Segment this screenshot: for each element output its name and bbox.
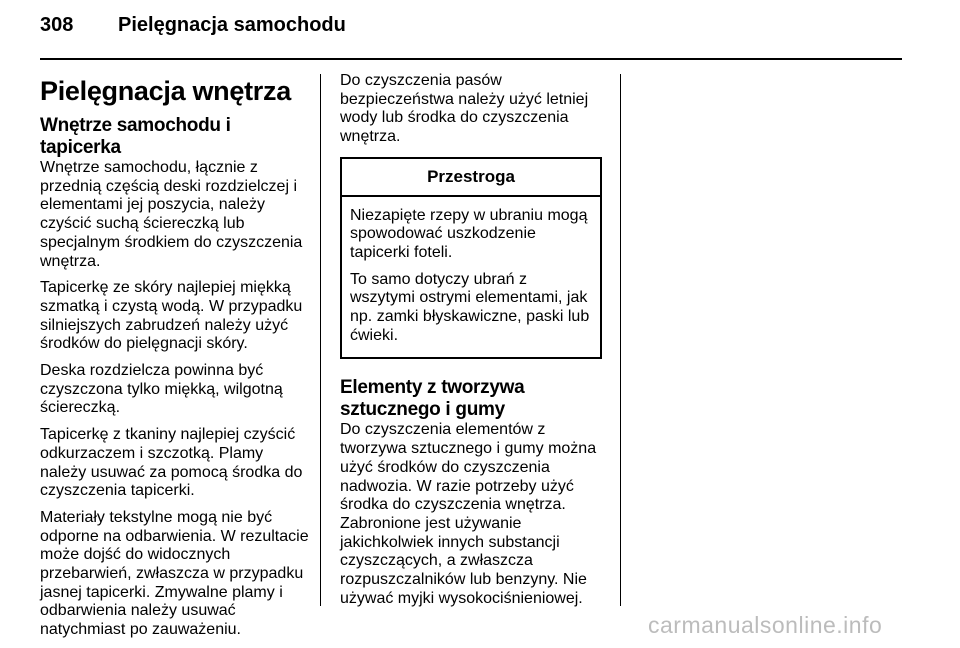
paragraph: Materiały tekstylne mogą nie być odporne na odbarwienia. W rezultacie może dojść do widocznych przebarwień, zwłaszcza w przypadku jasnej tapicerki. Zmywalne plamy i odbarwienia należy usuwać natychmiast po zauważeniu. (40, 508, 309, 639)
page-number: 308 (40, 14, 74, 36)
column-divider (620, 74, 621, 606)
column-divider (320, 74, 321, 606)
page-heading: Pielęgnacja wnętrza (40, 76, 291, 106)
interior-subheading: Wnętrze samochodu i tapicerka (40, 115, 231, 158)
paragraph: Wnętrze samochodu, łącznie z przednią częścią deski rozdzielczej i elementami jej poszycia, należy czyścić suchą ściereczką lub specjalnym środkiem do czyszczenia wnętrza. (40, 159, 303, 270)
paragraph: Tapicerkę z tkaniny najlepiej czyścić odkurzaczem i szczotką. Plamy należy usuwać za pomocą środka do czyszczenia tapicerki. (40, 426, 303, 500)
left-column (40, 72, 312, 648)
caution-paragraph: Niezapięte rzepy w ubraniu mogą spowodować uszkodzenie tapicerki foteli. (350, 206, 588, 261)
seatbelt-paragraph: Do czyszczenia pasów bezpieczeństwa należy użyć letniej wody lub środka do czyszczenia wnętrza. (340, 72, 589, 146)
watermark: carmanualsonline.info (648, 612, 883, 638)
caution-box (340, 157, 602, 360)
page-header (40, 14, 346, 44)
plastics-subheading: Elementy z tworzywa sztucznego i gumy (340, 377, 525, 421)
caution-title: Przestroga (342, 159, 600, 197)
caution-body (342, 197, 600, 358)
plastics-paragraph: Do czyszczenia elementów z tworzywa sztucznego i gumy można użyć środków do czyszczenia nadwozia. W razie potrzeby użyć środka do czyszczenia wnętrza. Zabronione jest używanie jakichkolwiek innych substancji czyszczących, a zwłaszcza rozpuszczalników lub benzyny. Nie używać myjki wysokociśnieniowej. (340, 421, 597, 607)
caution-paragraph: To samo dotyczy ubrań z wszytymi ostrymi elementami, jak np. zamki błyskawiczne, paski lub ćwieki. (350, 270, 590, 344)
paragraph: Tapicerkę ze skóry najlepiej miękką szmatką i czystą wodą. W przypadku silniejszych zabrudzeń należy użyć środków do pielęgnacji skóry. (40, 279, 303, 353)
section-title: Pielęgnacja samochodu (118, 14, 346, 36)
header-rule (40, 58, 902, 60)
middle-column (340, 72, 602, 616)
paragraph: Deska rozdzielcza powinna być czyszczona tylko miękką, wilgotną ściereczką. (40, 362, 283, 417)
